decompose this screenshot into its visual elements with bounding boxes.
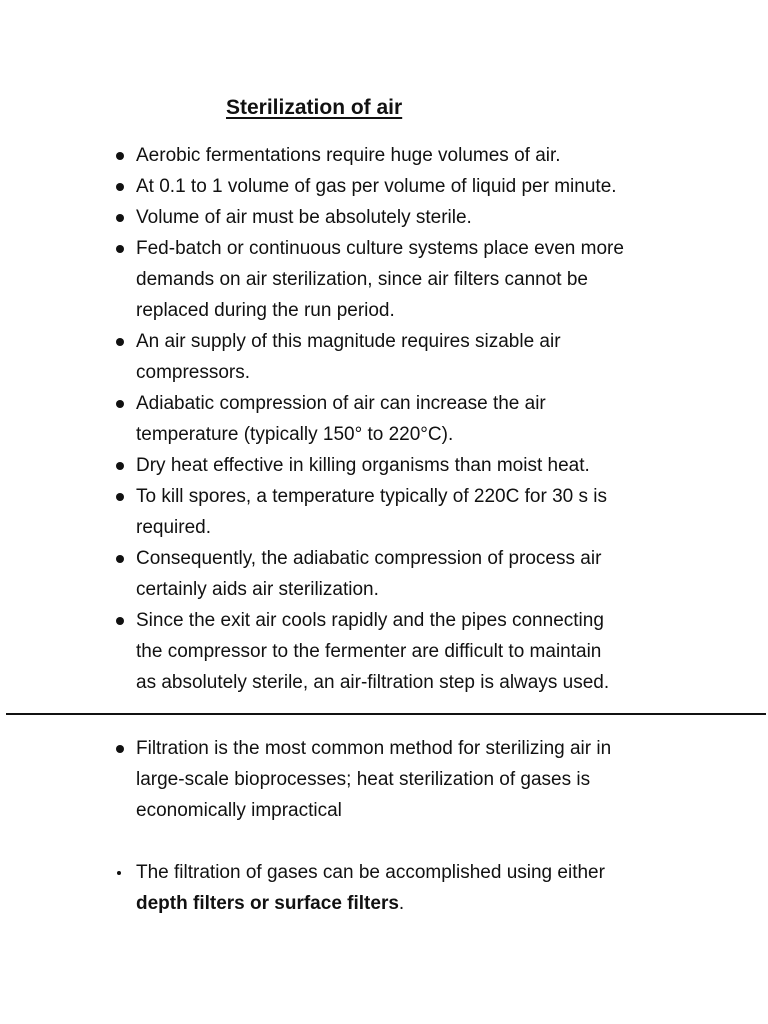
list-item-text: economically impractical — [136, 800, 342, 821]
list-item — [112, 233, 752, 326]
list-item-text: demands on air sterilization, since air filters cannot be — [136, 269, 589, 290]
list-item — [112, 171, 752, 202]
list-item-text: Adiabatic compression of air can increase the air — [136, 393, 546, 414]
list-item-text: Volume of air must be absolutely sterile. — [136, 207, 472, 228]
list-item-text: The filtration of gases can be accomplished using either — [136, 862, 605, 883]
list-item-text: Consequently, the adiabatic compression of process air — [136, 548, 602, 569]
list-item-text: Fed-batch or continuous culture systems place even more — [136, 238, 624, 259]
list-item-text: as absolutely sterile, an air-filtration step is always used. — [136, 672, 610, 693]
list-item-text: Filtration is the most common method for sterilizing air in — [136, 738, 612, 759]
bullet-icon — [116, 462, 124, 470]
list-item-text: . — [398, 893, 405, 914]
list-item-text: the compressor to the fermenter are difficult to maintain — [136, 641, 602, 662]
bullet-icon — [116, 245, 124, 253]
list-item-text: temperature (typically 150° to 220°C). — [136, 424, 454, 445]
list-item-text: An air supply of this magnitude requires sizable air — [136, 331, 561, 352]
list-item — [112, 733, 752, 826]
list-item — [112, 450, 752, 481]
bullet-icon — [116, 183, 124, 191]
bullet-icon — [116, 214, 124, 222]
list-item-text: certainly aids air sterilization. — [136, 579, 379, 600]
list-item-text: required. — [136, 517, 211, 538]
list-item — [112, 481, 752, 543]
bullet-icon — [116, 338, 124, 346]
list-item — [112, 388, 752, 450]
bullet-icon — [116, 555, 124, 563]
bullet-icon — [117, 871, 121, 875]
page-title: Sterilization of air — [226, 96, 403, 119]
section-divider — [6, 713, 766, 715]
bullet-icon — [116, 400, 124, 408]
list-item — [112, 140, 752, 171]
bullet-icon — [116, 745, 124, 753]
list-item-text: Since the exit air cools rapidly and the pipes connecting — [136, 610, 604, 631]
list-item-text: To kill spores, a temperature typically of 220C for 30 s is — [136, 486, 607, 507]
list-item — [112, 605, 752, 698]
list-item-bold-text: depth filters or surface filters — [136, 893, 399, 914]
list-item-text: compressors. — [136, 362, 251, 383]
list-item-text: large-scale bioprocesses; heat sterilization of gases is — [136, 769, 591, 790]
bullet-icon — [116, 493, 124, 501]
list-item — [112, 326, 752, 388]
list-spacer — [112, 826, 752, 857]
list-item — [112, 202, 752, 233]
list-item-text: At 0.1 to 1 volume of gas per volume of liquid per minute. — [136, 176, 617, 197]
bullet-icon — [116, 617, 124, 625]
list-item-text: replaced during the run period. — [136, 300, 395, 321]
list-item-text: Aerobic fermentations require huge volumes of air. — [136, 145, 561, 166]
bullet-icon — [116, 152, 124, 160]
list-item — [112, 543, 752, 605]
bullet-list-section-2 — [112, 733, 752, 919]
list-item — [112, 857, 752, 919]
list-item-text: Dry heat effective in killing organisms than moist heat. — [136, 455, 590, 476]
bullet-list-section-1 — [112, 140, 752, 698]
